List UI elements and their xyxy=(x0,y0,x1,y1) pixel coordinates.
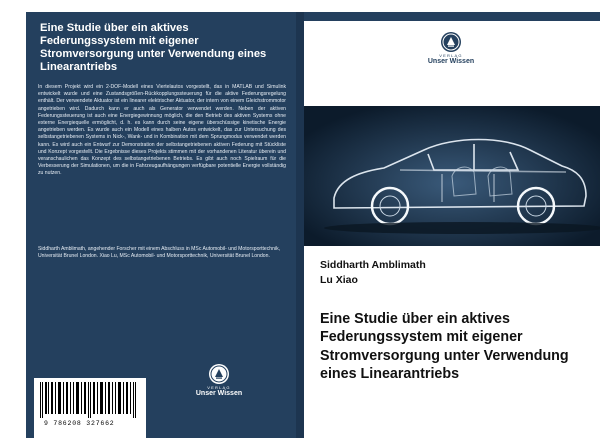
author-name: Siddharth Amblimath xyxy=(320,259,426,271)
abstract-text: In diesem Projekt wird ein 2-DOF-Modell eines Viertelautos vorgestellt, das in MATLAB und Simulink entwickelt wurde und eine Zustandsgrößen-Rückkopplungssteuerung für die aktive Federungsregelung enthält. Der verwendete Aktuator ist ein linearer elektrischer Aktuator, der intern von einem Gleichstrommotor angetrieben wird. Dadurch kann er auch als Generator verwendet werden. Neben der aktiven Federungssteuerung ist auch eine Energiegewinnung möglich, die den Betrieb des aktiven Systems ohne externe Energiequelle ermöglicht, d. h. es kann durch seine eigene überschüssige kinetische Energie angetrieben werden. Es wurde auch ein Modell eines halben Autos entwickelt, das zur Untersuchung des selbstangetriebenen Systems in Nick-, Wank- und in Kombination mit dem Sprungmodus verwendet werden kann. Es wird auch ein Entwurf zur Demonstration der selbstangetriebenen aktiven Federung mit Stückliste und Konzept vorgestellt. Die Ergebnisse dieses Projekts stimmen mit der vorhandenen Literatur überein und veranschaulichen das Konzept des selbstangetriebenen Betriebs. Es gibt auch noch Spielraum für die Verbesserung der Simulationen, um die in Fahrzeugaufhängungen verfügbare potentielle Energie vollständig zu nutzen. xyxy=(38,84,286,177)
publisher-logo-back xyxy=(189,364,249,397)
publisher-emblem-icon xyxy=(209,364,229,384)
publisher-verlag-label: VERLAG xyxy=(439,53,463,58)
publisher-emblem-icon xyxy=(441,32,461,52)
barcode xyxy=(34,378,146,438)
publisher-verlag-label: VERLAG xyxy=(207,385,231,390)
book-spine xyxy=(296,12,304,438)
car-xray-icon xyxy=(304,106,600,246)
author-name: Lu Xiao xyxy=(320,274,358,286)
publisher-name: Unser Wissen xyxy=(195,390,243,397)
front-cover-title: Eine Studie über ein aktives Federungssystem mit eigener Stromversorgung unter Verwendung eines Linearantriebs xyxy=(320,311,569,383)
back-cover xyxy=(26,12,296,438)
back-cover-title: Eine Studie über ein aktives Federungssystem mit eigener Stromversorgung unter Verwendung eines Linearantriebs xyxy=(40,22,267,73)
xray-car-illustration xyxy=(304,106,600,246)
front-cover xyxy=(304,12,600,438)
barcode-number: 9 786208 327662 xyxy=(44,420,115,427)
front-top-band xyxy=(304,12,600,21)
publisher-logo-front xyxy=(421,32,481,65)
publisher-name: Unser Wissen xyxy=(427,58,475,65)
author-names xyxy=(320,258,426,288)
author-bio: Siddharth Amblimath, angehender Forscher mit einem Abschluss in MSc Automobil- und Motorsporttechnik, Universität Brunel London. Xiao Lu, MSc Automobil- und Motorsporttechnik, Universität Brunel London. xyxy=(38,246,281,260)
barcode-bars xyxy=(34,378,146,422)
